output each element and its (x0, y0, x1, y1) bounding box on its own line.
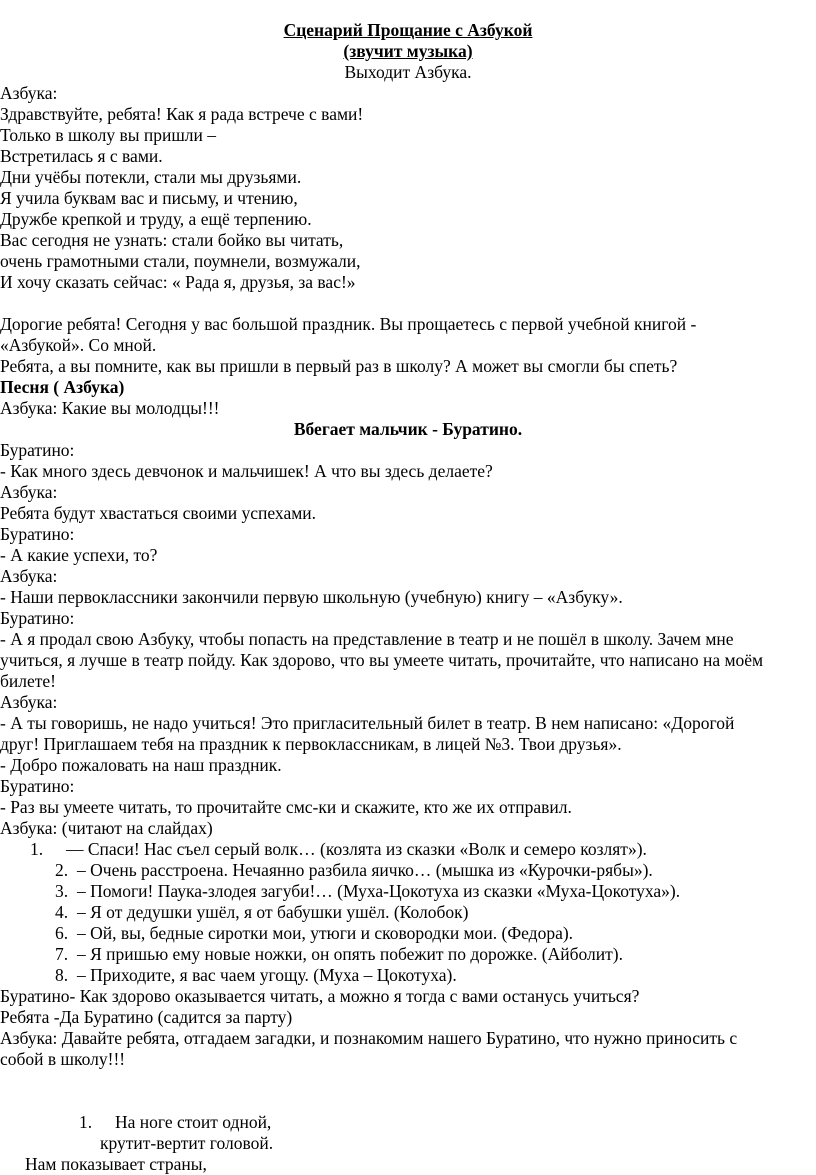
intro-line: Ребята, а вы помните, как вы пришли в первый раз в школу? А может вы смогли бы спеть? (0, 356, 678, 376)
dialogue-line: Азбука: (0, 692, 58, 712)
dialogue-line: Азбука: (0, 566, 58, 586)
riddle-line: На ноге стоит одной, (115, 1112, 272, 1132)
stage-direction-bold: Вбегает мальчик - Буратино. (293, 419, 523, 439)
speaker-label: Азбука: (0, 83, 58, 103)
dialogue-line: Буратино: (0, 608, 75, 628)
dialogue-line: - А ты говоришь, не надо учиться! Это пригласительный билет в театр. В нем написано: «Дорогой (0, 713, 735, 733)
dialogue-line: Буратино: (0, 524, 75, 544)
poem-line: И хочу сказать сейчас: « Рада я, друзья, за вас!» (0, 272, 356, 292)
riddle-line: Нам показывает страны, (25, 1154, 207, 1174)
dialogue-line: - Как много здесь девчонок и мальчишек! А что вы здесь делаете? (0, 461, 493, 481)
list-item-number: 4. (55, 902, 69, 922)
poem-line: Встретилась я с вами. (0, 146, 163, 166)
dialogue-line: - Раз вы умеете читать, то прочитайте смс-ки и скажите, кто же их отправил. (0, 797, 572, 817)
dialogue-line: - Добро пожаловать на наш праздник. (0, 755, 282, 775)
poem-line: Дружбе крепкой и труду, а ещё терпению. (0, 209, 312, 229)
list-item-number: 3. (55, 881, 69, 901)
closing-line: Ребята -Да Буратино (садится за парту) (0, 1007, 293, 1027)
poem-line: Вас сегодня не узнать: стали бойко вы читать, (0, 230, 344, 250)
dialogue-line: - Наши первоклассники закончили первую школьную (учебную) книгу – «Азбуку». (0, 587, 623, 607)
list-item: – Приходите, я вас чаем угощу. (Муха – Цокотуха). (77, 965, 457, 985)
list-item-number: 1. (30, 839, 44, 859)
riddle-line: крутит-вертит головой. (100, 1133, 274, 1153)
praise-line: Азбука: Какие вы молодцы!!! (0, 398, 220, 418)
dialogue-line: - А какие успехи, то? (0, 545, 158, 565)
document-title: Сценарий Прощание с Азбукой (283, 20, 533, 40)
poem-line: Я учила буквам вас и письму, и чтению, (0, 188, 298, 208)
closing-line: собой в школу!!! (0, 1049, 126, 1069)
list-item-number: 8. (55, 965, 69, 985)
stage-direction: Выходит Азбука. (344, 62, 472, 82)
list-item: – Помоги! Паука-злодея загуби!… (Муха-Цокотуха из сказки «Муха-Цокотуха»). (77, 881, 681, 901)
dialogue-line: Азбука: (читают на слайдах) (0, 818, 213, 838)
dialogue-line: билете! (0, 671, 57, 691)
closing-line: Азбука: Давайте ребята, отгадаем загадки, и познакомим нашего Буратино, что нужно приносить с (0, 1028, 738, 1048)
poem-line: очень грамотными стали, поумнели, возмужали, (0, 251, 361, 271)
list-item-number: 2. (55, 860, 69, 880)
dialogue-line: Буратино: (0, 776, 75, 796)
closing-line: Буратино- Как здорово оказывается читать, а можно я тогда с вами останусь учиться? (0, 986, 640, 1006)
list-item-number: 6. (55, 923, 69, 943)
poem-line: Дни учёбы потекли, стали мы друзьями. (0, 167, 302, 187)
dialogue-line: Азбука: (0, 482, 58, 502)
dialogue-line: Буратино: (0, 440, 75, 460)
list-item-number: 7. (55, 944, 69, 964)
list-item: – Я пришью ему новые ножки, он опять побежит по дорожке. (Айболит). (77, 944, 623, 964)
list-item: – Ой, вы, бедные сиротки мои, утюги и сковородки мои. (Федора). (77, 923, 574, 943)
document-subtitle: (звучит музыка) (343, 41, 473, 61)
riddle-number: 1. (79, 1112, 93, 1132)
intro-line: «Азбукой». Со мной. (0, 335, 157, 355)
dialogue-line: Ребята будут хвастаться своими успехами. (0, 503, 317, 523)
dialogue-line: друг! Приглашаем тебя на праздник к первоклассникам, в лицей №3. Твои друзья». (0, 734, 622, 754)
list-item: – Очень расстроена. Нечаянно разбила яичко… (мышка из «Курочки-рябы»). (77, 860, 653, 880)
list-item: — Спаси! Нас съел серый волк… (козлята из сказки «Волк и семеро козлят»). (66, 839, 647, 859)
poem-line: Только в школу вы пришли – (0, 125, 217, 145)
dialogue-line: учиться, я лучше в театр пойду. Как здорово, что вы умеете читать, прочитайте, что написано на моём (0, 650, 764, 670)
intro-line: Дорогие ребята! Сегодня у вас большой праздник. Вы прощаетесь с первой учебной книгой - (0, 314, 697, 334)
poem-line: Здравствуйте, ребята! Как я рада встрече с вами! (0, 104, 364, 124)
song-heading: Песня ( Азбука) (0, 377, 125, 397)
dialogue-line: - А я продал свою Азбуку, чтобы попасть на представление в театр и не пошёл в школу. Зачем мне (0, 629, 734, 649)
list-item: – Я от дедушки ушёл, я от бабушки ушёл. (Колобок) (77, 902, 469, 922)
